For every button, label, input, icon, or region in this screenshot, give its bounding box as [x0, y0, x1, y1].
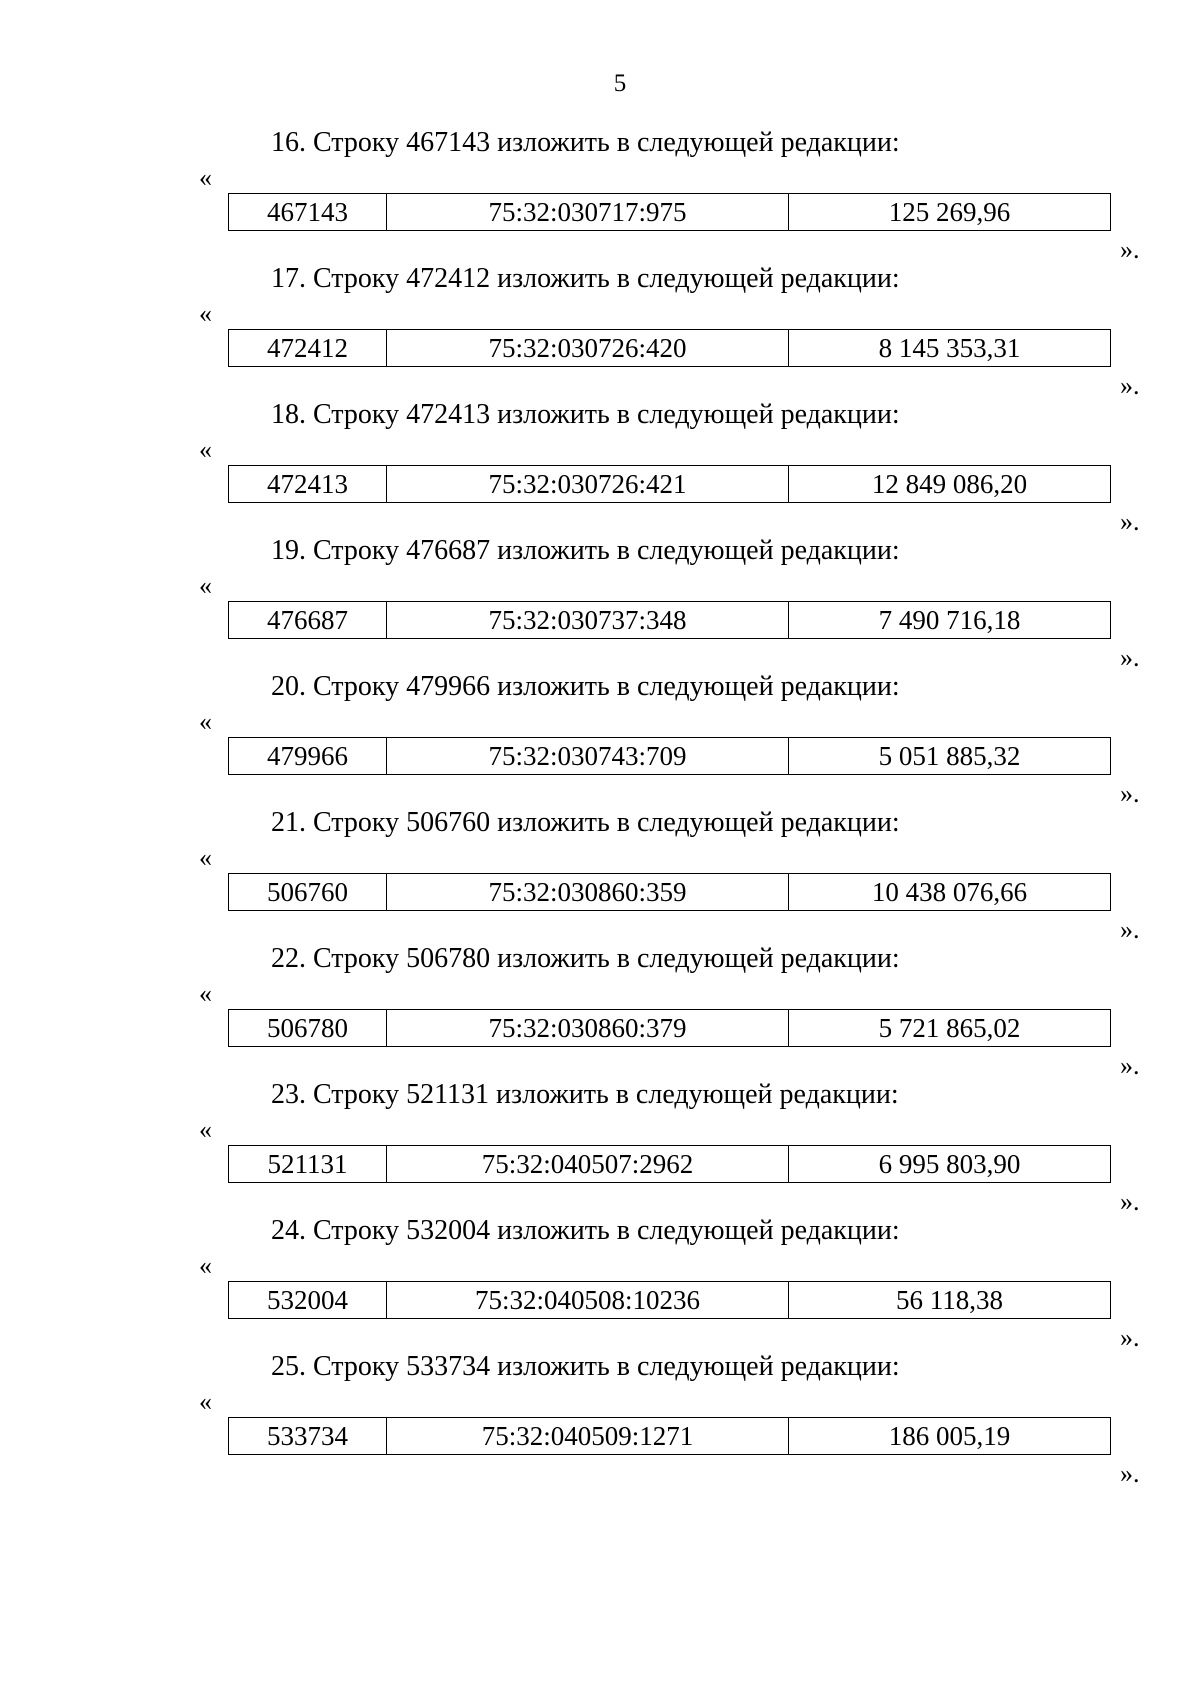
amendment-instruction: 17. Строку 472412 изложить в следующей редакции: — [271, 263, 900, 294]
close-quote: ». — [1120, 915, 1140, 944]
value-cell: 5 721 865,02 — [878, 1012, 1021, 1043]
amendment-table-row — [228, 873, 1111, 911]
amendment-table-row — [228, 465, 1111, 503]
amendment-instruction: 25. Строку 533734 изложить в следующей редакции: — [271, 1351, 900, 1382]
amendment-item — [0, 526, 1200, 672]
cadastral-number-cell: 75:32:030726:420 — [387, 330, 789, 366]
row-id-cell: 533734 — [229, 1418, 387, 1454]
value-cell: 186 005,19 — [888, 1420, 1011, 1451]
value-cell: 5 051 885,32 — [878, 740, 1021, 771]
amendment-instruction: 19. Строку 476687 изложить в следующей редакции: — [271, 535, 900, 566]
amendment-table-row — [228, 601, 1111, 639]
close-quote: ». — [1120, 1323, 1140, 1352]
page-number: 5 — [613, 70, 627, 97]
close-quote: ». — [1120, 1051, 1140, 1080]
value-cell: 56 118,38 — [896, 1284, 1003, 1315]
open-quote: « — [199, 1115, 212, 1144]
cadastral-number-cell: 75:32:030726:421 — [387, 466, 789, 502]
open-quote: « — [199, 299, 212, 328]
amendment-item — [0, 390, 1200, 536]
amendment-table-row — [228, 193, 1111, 231]
row-id-cell: 467143 — [229, 194, 387, 230]
cadastral-number-cell: 75:32:030717:975 — [387, 194, 789, 230]
amendment-table-row — [228, 329, 1111, 367]
open-quote: « — [199, 435, 212, 464]
cadastral-number-cell: 75:32:030860:359 — [387, 874, 789, 910]
amendment-item — [0, 254, 1200, 400]
value-cell: 6 995 803,90 — [878, 1148, 1021, 1179]
open-quote: « — [199, 979, 212, 1008]
amendment-instruction: 22. Строку 506780 изложить в следующей редакции: — [271, 943, 900, 974]
cadastral-number-cell: 75:32:030743:709 — [387, 738, 789, 774]
amendment-item — [0, 1342, 1200, 1488]
amendment-table-row — [228, 1281, 1111, 1319]
row-id-cell: 479966 — [229, 738, 387, 774]
close-quote: ». — [1120, 507, 1140, 536]
row-id-cell: 506780 — [229, 1010, 387, 1046]
close-quote: ». — [1120, 371, 1140, 400]
row-id-cell: 476687 — [229, 602, 387, 638]
amendment-item — [0, 934, 1200, 1080]
amendment-item — [0, 1206, 1200, 1352]
cadastral-number-cell: 75:32:040509:1271 — [387, 1418, 789, 1454]
open-quote: « — [199, 1387, 212, 1416]
amendment-item — [0, 118, 1200, 264]
value-cell: 12 849 086,20 — [871, 468, 1028, 499]
amendment-instruction: 24. Строку 532004 изложить в следующей редакции: — [271, 1215, 900, 1246]
row-id-cell: 506760 — [229, 874, 387, 910]
value-cell: 8 145 353,31 — [878, 332, 1021, 363]
row-id-cell: 472413 — [229, 466, 387, 502]
amendment-item — [0, 662, 1200, 808]
close-quote: ». — [1120, 235, 1140, 264]
close-quote: ». — [1120, 779, 1140, 808]
open-quote: « — [199, 163, 212, 192]
row-id-cell: 472412 — [229, 330, 387, 366]
amendment-instruction: 21. Строку 506760 изложить в следующей редакции: — [271, 807, 900, 838]
amendment-table-row — [228, 1417, 1111, 1455]
amendment-table-row — [228, 1009, 1111, 1047]
value-cell: 7 490 716,18 — [878, 604, 1021, 635]
close-quote: ». — [1120, 1187, 1140, 1216]
open-quote: « — [199, 843, 212, 872]
amendment-item — [0, 1070, 1200, 1216]
cadastral-number-cell: 75:32:030737:348 — [387, 602, 789, 638]
amendment-instruction: 16. Строку 467143 изложить в следующей редакции: — [271, 127, 900, 158]
open-quote: « — [199, 707, 212, 736]
close-quote: ». — [1120, 1459, 1140, 1488]
amendment-table-row — [228, 1145, 1111, 1183]
cadastral-number-cell: 75:32:040507:2962 — [387, 1146, 789, 1182]
value-cell: 125 269,96 — [888, 196, 1011, 227]
amendment-list — [0, 118, 1200, 1488]
amendment-instruction: 20. Строку 479966 изложить в следующей редакции: — [271, 671, 900, 702]
value-cell: 10 438 076,66 — [871, 876, 1028, 907]
row-id-cell: 521131 — [229, 1146, 387, 1182]
amendment-instruction: 23. Строку 521131 изложить в следующей редакции: — [271, 1079, 899, 1110]
cadastral-number-cell: 75:32:040508:10236 — [387, 1282, 789, 1318]
row-id-cell: 532004 — [229, 1282, 387, 1318]
close-quote: ». — [1120, 643, 1140, 672]
amendment-table-row — [228, 737, 1111, 775]
amendment-instruction: 18. Строку 472413 изложить в следующей редакции: — [271, 399, 900, 430]
amendment-item — [0, 798, 1200, 944]
open-quote: « — [199, 1251, 212, 1280]
cadastral-number-cell: 75:32:030860:379 — [387, 1010, 789, 1046]
open-quote: « — [199, 571, 212, 600]
